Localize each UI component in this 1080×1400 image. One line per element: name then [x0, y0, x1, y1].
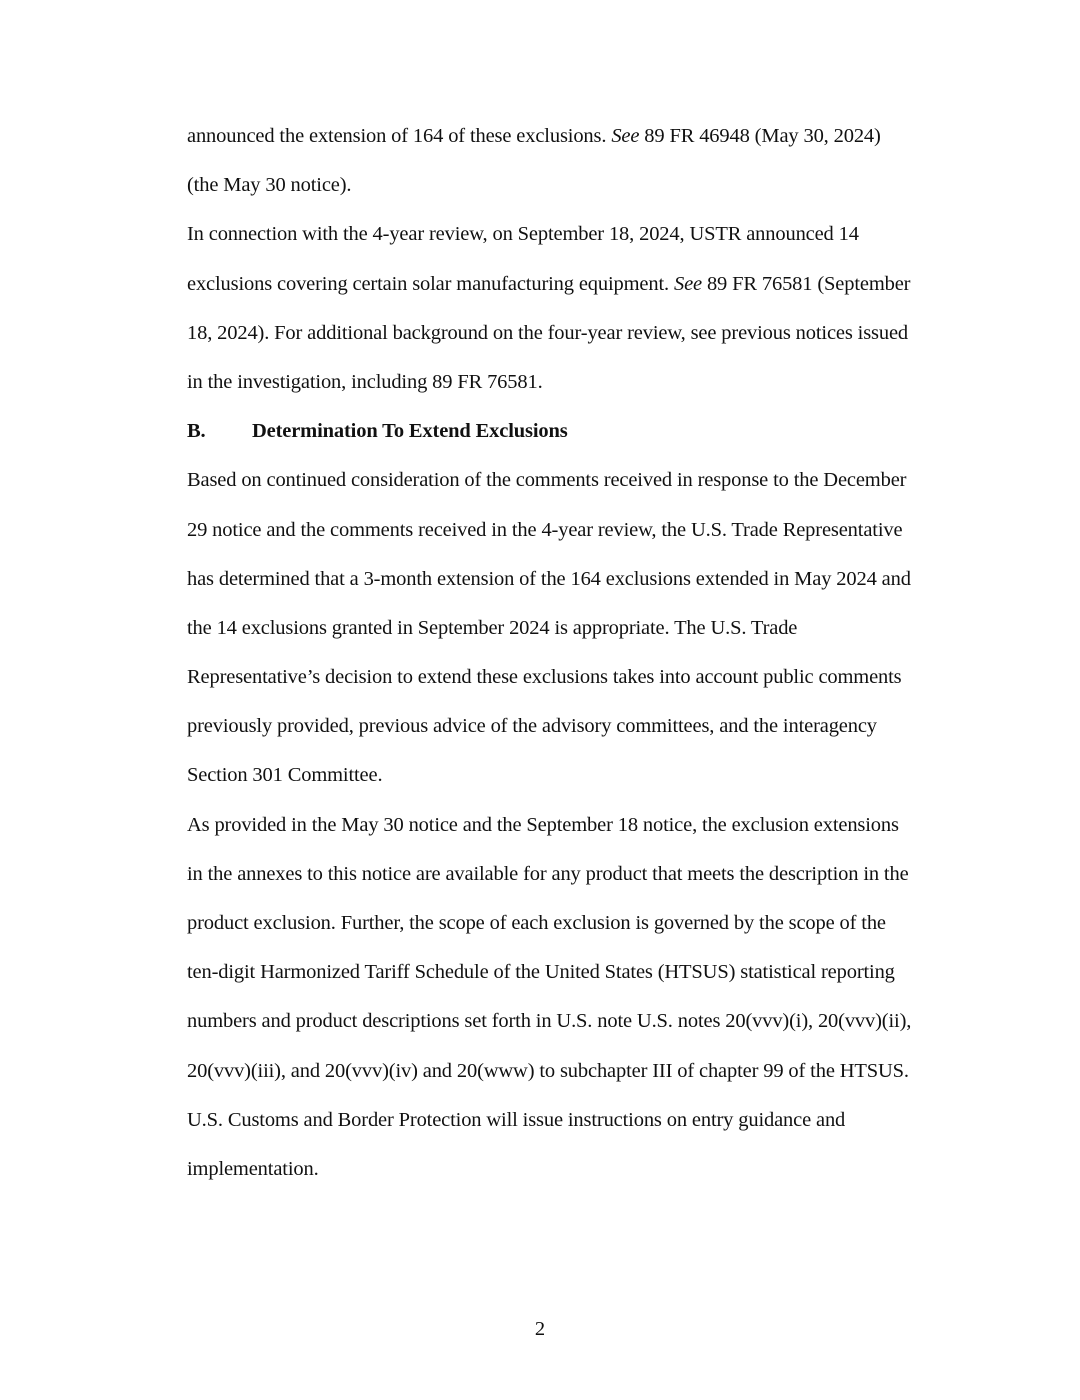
page-number: 2 [534, 1318, 546, 1340]
text-line: Section 301 Committee. [187, 764, 383, 787]
text-line: Based on continued consideration of the comments received in response to the December [187, 469, 907, 492]
text-line: 18, 2024). For additional background on the four-year review, see previous notices issued [187, 321, 909, 344]
text-line: 29 notice and the comments received in the 4-year review, the U.S. Trade Representative [187, 518, 903, 541]
text-line: in the annexes to this notice are available for any product that meets the description in the [187, 862, 909, 885]
text-line: U.S. Customs and Border Protection will issue instructions on entry guidance and [187, 1108, 846, 1131]
text-line: in the investigation, including 89 FR 76581. [187, 370, 543, 393]
text-line: the 14 exclusions granted in September 2024 is appropriate. The U.S. Trade [187, 616, 798, 639]
text-line: In connection with the 4-year review, on September 18, 2024, USTR announced 14 [187, 223, 859, 246]
text-line: 20(vvv)(iii), and 20(vvv)(iv) and 20(www) to subchapter III of chapter 99 of the HTSUS. [187, 1059, 909, 1082]
citation-signal: See [673, 272, 702, 295]
paragraph-scope [187, 807, 967, 1201]
text-line: As provided in the May 30 notice and the September 18 notice, the exclusion extensions [187, 813, 899, 836]
text-line: ten-digit Harmonized Tariff Schedule of the United States (HTSUS) statistical reporting [187, 961, 895, 984]
section-title: Determination To Extend Exclusions [252, 420, 568, 443]
section-letter: B. [187, 420, 206, 443]
text-line: announced the extension of 164 of these exclusions. See 89 FR 46948 (May 30, 2024) [187, 125, 881, 147]
text-line: product exclusion. Further, the scope of each exclusion is governed by the scope of the [187, 912, 886, 934]
paragraph-four-year-review [187, 216, 967, 413]
text-line: Representative’s decision to extend these exclusions takes into account public comments [187, 666, 902, 689]
citation-signal: See [611, 125, 640, 147]
paragraph-prior-notice [187, 118, 967, 216]
text-line: implementation. [187, 1157, 319, 1180]
paragraph-determination [187, 462, 967, 806]
text-line: exclusions covering certain solar manufacturing equipment. See 89 FR 76581 (September [187, 272, 911, 295]
text-line: has determined that a 3-month extension of the 164 exclusions extended in May 2024 and [187, 567, 911, 590]
text-line: numbers and product descriptions set forth in U.S. note U.S. notes 20(vvv)(i), 20(vvv)(ii), [187, 1010, 912, 1033]
text-line: previously provided, previous advice of the advisory committees, and the interagency [187, 715, 877, 738]
text-line: (the May 30 notice). [187, 174, 352, 197]
section-heading [187, 413, 967, 462]
document-page [187, 118, 967, 1200]
